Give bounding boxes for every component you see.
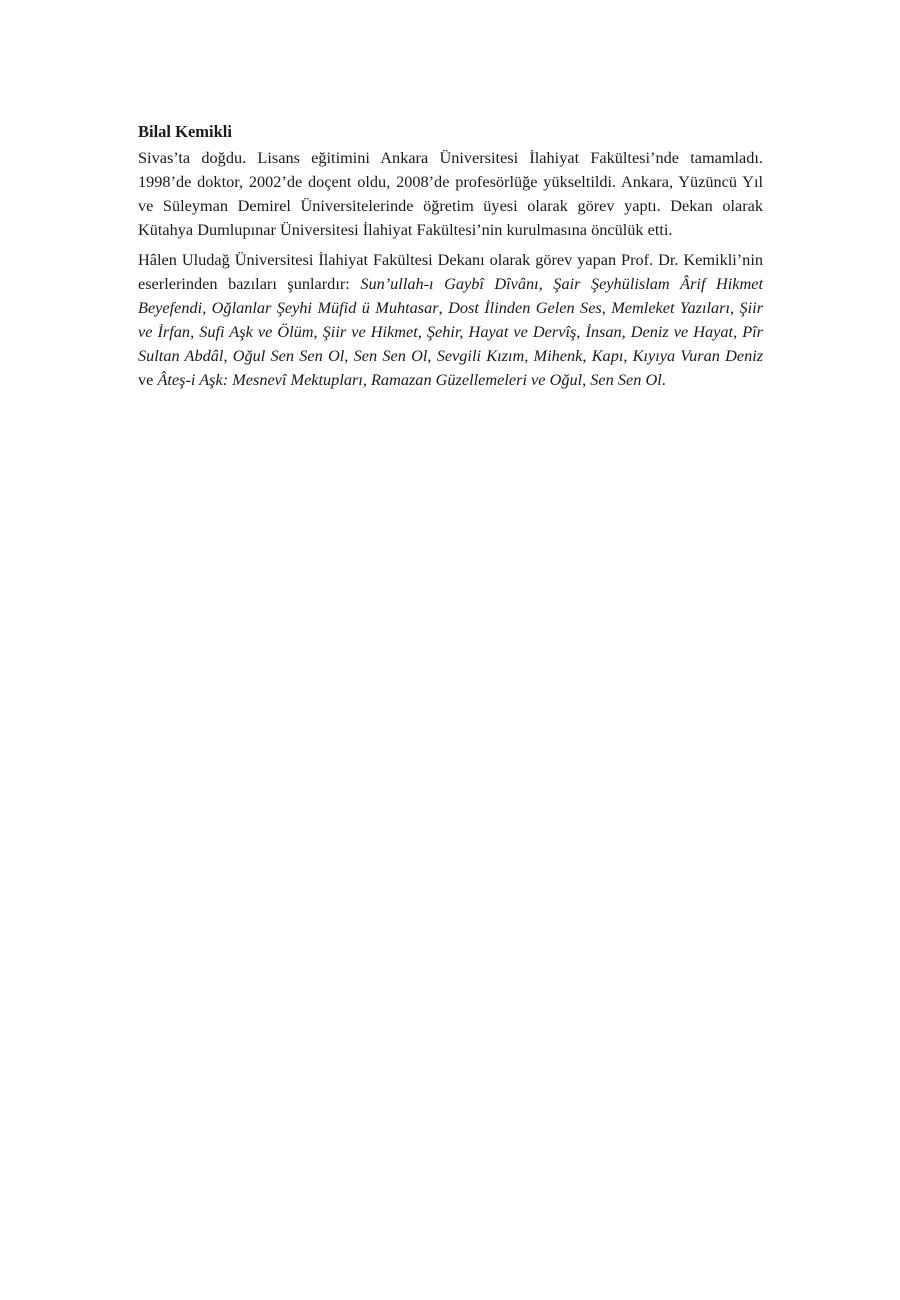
works-separator: ,: [223, 346, 233, 365]
work-title: Kıyıya Vuran Deniz: [632, 346, 764, 365]
work-title: Şiir ve İrfan: [138, 298, 764, 341]
work-title: Oğul Sen Sen Ol: [232, 346, 345, 365]
work-title: Pîr Sultan Abdâl: [138, 322, 764, 365]
work-title: İnsan, Deniz ve Hayat: [585, 322, 734, 341]
work-title: Oğlanlar Şeyhi Müfid ü Muhtasar: [211, 298, 439, 317]
works-separator: ,: [524, 346, 534, 365]
work-title: Sufi Aşk ve Ölüm: [199, 322, 314, 341]
works-separator: ,: [190, 322, 200, 341]
work-title: Şiir ve Hikmet: [322, 322, 418, 341]
work-title: Sevgili Kızım: [436, 346, 525, 365]
work-title: Âteş-i Aşk: Mesnevî Mektupları, Ramazan Güzellemeleri ve Oğul, Sen Sen Ol: [157, 370, 662, 389]
work-title: Kapı: [591, 346, 624, 365]
work-title: Dost İlinden Gelen Ses: [448, 298, 602, 317]
works-separator: ,: [576, 322, 586, 341]
work-title: Sen Sen Ol: [353, 346, 428, 365]
work-title: Şair Şeyhülislam Ârif Hikmet Beyefendi: [138, 274, 764, 317]
bio-paragraph-2-intro: Hâlen Uludağ Üniversitesi İlahiyat Fakültesi Dekanı olarak görev yapan Prof. Dr. Kemikli’nin eserlerinden bazıları şunlardır:: [138, 250, 763, 293]
works-separator: ,: [427, 346, 437, 365]
author-name: Bilal Kemikli: [138, 122, 232, 141]
works-ending: .: [661, 370, 666, 389]
work-title: Sun’ullah-ı Gaybî Dîvânı: [360, 274, 539, 293]
works-separator: ,: [730, 298, 740, 317]
work-title: Mihenk: [533, 346, 583, 365]
works-separator: ,: [438, 298, 449, 317]
work-title: Memleket Yazıları: [611, 298, 731, 317]
works-conjunction: ve: [138, 370, 158, 389]
works-separator: ,: [623, 346, 633, 365]
work-title: Şehir, Hayat ve Dervîş: [426, 322, 577, 341]
works-separator: ,: [601, 298, 612, 317]
bio-paragraph-1: Sivas’ta doğdu. Lisans eğitimini Ankara Üniversitesi İlahiyat Fakültesi’nde tamamladı. 1998’de doktor, 2002’de doçent oldu, 2008’de profesörlüğe yükseltildi. Ankara, Yüzüncü Yıl ve Süleyman Demirel Üniversitelerinde öğretim üyesi olarak görev yaptı. Dekan olarak Kütahya Dumlupınar Üniversitesi İlahiyat Fakültesi’nin kurulmasına öncülük etti.: [138, 148, 763, 239]
bio-paragraph-2: [138, 248, 763, 392]
works-separator: ,: [344, 346, 354, 365]
works-separator: ,: [417, 322, 427, 341]
works-separator: ,: [582, 346, 592, 365]
works-separator: ,: [538, 274, 554, 293]
works-separator: ,: [202, 298, 212, 317]
works-separator: ,: [313, 322, 323, 341]
author-bio-page: [138, 120, 763, 398]
works-separator: ,: [733, 322, 743, 341]
